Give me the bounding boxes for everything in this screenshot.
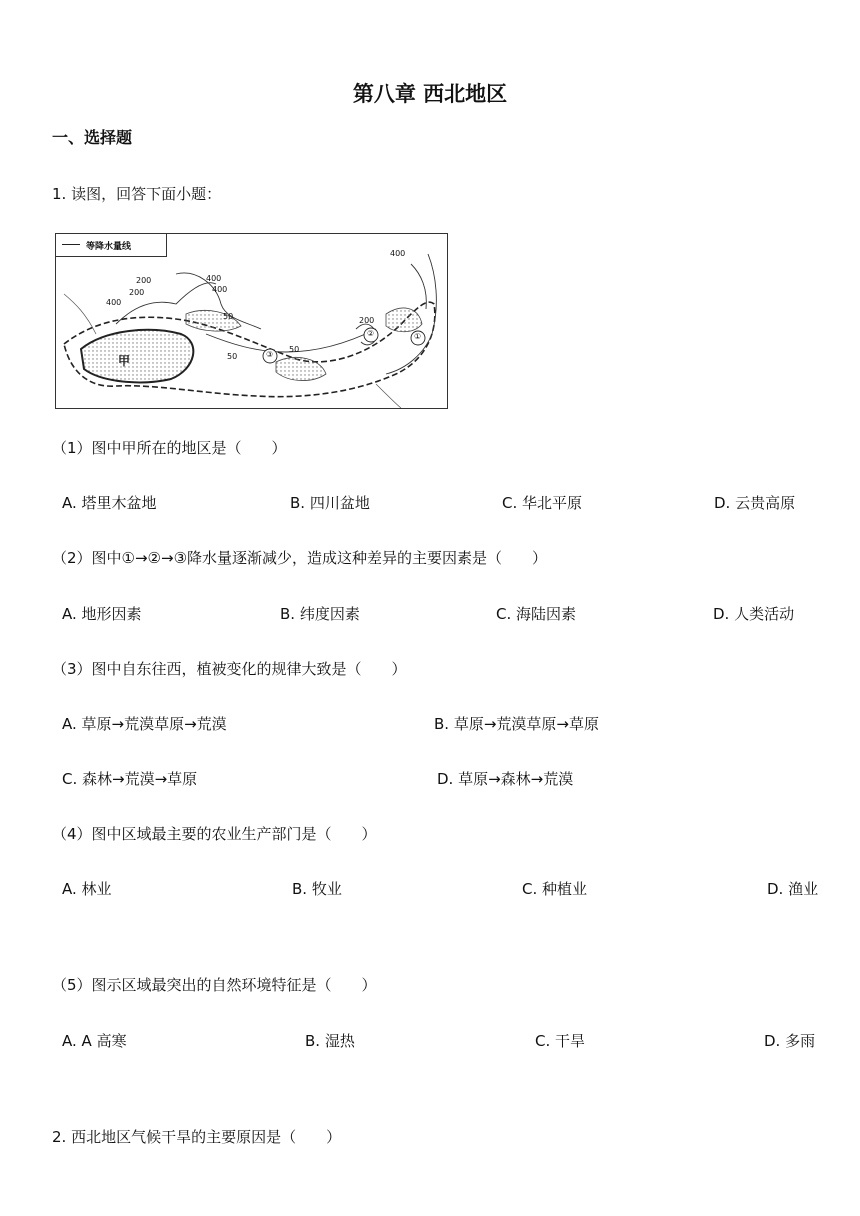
option-c[interactable]: C. 华北平原 bbox=[502, 494, 583, 512]
isoline-value: 50 bbox=[289, 345, 300, 354]
question-1-stem: 1. 读图，回答下面小题： bbox=[52, 185, 222, 203]
option-b[interactable]: B. 牧业 bbox=[292, 880, 342, 898]
desert-area bbox=[386, 308, 422, 332]
option-b[interactable]: B. 四川盆地 bbox=[290, 494, 370, 512]
option-a[interactable]: A. A 高寒 bbox=[62, 1032, 127, 1050]
isoline-value: 50 bbox=[227, 352, 238, 361]
subquestion-3-stem: （3）图中自东往西，植被变化的规律大致是（ ） bbox=[52, 660, 407, 678]
border-line bbox=[376, 384, 401, 408]
legend-label: 等降水量线 bbox=[86, 242, 132, 252]
map-legend bbox=[56, 234, 167, 257]
basin-jia bbox=[81, 330, 193, 383]
marker-label-2: ② bbox=[367, 329, 375, 338]
question-2-stem: 2. 西北地区气候干旱的主要原因是（ ） bbox=[52, 1128, 342, 1146]
isoline-value: 200 bbox=[359, 316, 375, 325]
option-b[interactable]: B. 湿热 bbox=[305, 1032, 355, 1050]
option-a[interactable]: A. 塔里木盆地 bbox=[62, 494, 157, 512]
legend-line bbox=[62, 244, 80, 245]
isoline-value: 400 bbox=[212, 285, 228, 294]
page-title: 第八章 西北地区 bbox=[352, 82, 508, 106]
precipitation-map bbox=[55, 233, 448, 409]
option-c[interactable]: C. 森林→荒漠→草原 bbox=[62, 770, 198, 788]
marker-label-1: ① bbox=[414, 332, 422, 341]
region-label-jia: 甲 bbox=[118, 354, 131, 368]
option-d[interactable]: D. 草原→森林→荒漠 bbox=[437, 770, 574, 788]
isoline bbox=[411, 264, 426, 309]
isoline-value: 400 bbox=[206, 274, 222, 283]
option-b[interactable]: B. 纬度因素 bbox=[280, 605, 360, 623]
option-d[interactable]: D. 渔业 bbox=[767, 880, 819, 898]
option-a[interactable]: A. 地形因素 bbox=[62, 605, 142, 623]
desert-area bbox=[276, 357, 326, 380]
option-b[interactable]: B. 草原→荒漠草原→草原 bbox=[434, 715, 599, 733]
subquestion-4-stem: （4）图中区域最主要的农业生产部门是（ ） bbox=[52, 825, 377, 843]
option-d[interactable]: D. 多雨 bbox=[764, 1032, 816, 1050]
isoline-value: 200 bbox=[129, 288, 145, 297]
isoline-value: 400 bbox=[106, 298, 122, 307]
marker-label-3: ③ bbox=[266, 350, 274, 359]
option-a[interactable]: A. 林业 bbox=[62, 880, 112, 898]
option-d[interactable]: D. 云贵高原 bbox=[714, 494, 796, 512]
option-d[interactable]: D. 人类活动 bbox=[713, 605, 795, 623]
map-drawing bbox=[56, 234, 447, 408]
subquestion-5-stem: （5）图示区域最突出的自然环境特征是（ ） bbox=[52, 976, 377, 994]
subquestion-2-stem: （2）图中①→②→③降水量逐渐减少，造成这种差异的主要因素是（ ） bbox=[52, 549, 548, 567]
option-c[interactable]: C. 种植业 bbox=[522, 880, 588, 898]
option-c[interactable]: C. 海陆因素 bbox=[496, 605, 577, 623]
subquestion-1-stem: （1）图中甲所在的地区是（ ） bbox=[52, 439, 287, 457]
isoline-value: 400 bbox=[390, 249, 406, 258]
isoline-value: 200 bbox=[136, 276, 152, 285]
option-c[interactable]: C. 干旱 bbox=[535, 1032, 586, 1050]
option-a[interactable]: A. 草原→荒漠草原→荒漠 bbox=[62, 715, 227, 733]
isoline-value: 50 bbox=[223, 312, 234, 321]
section-heading: 一、选择题 bbox=[52, 128, 133, 147]
